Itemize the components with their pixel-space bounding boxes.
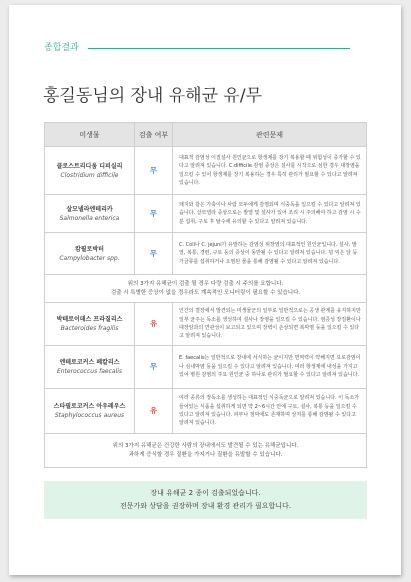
- issues-cell: [173, 195, 366, 232]
- microbe-name-ko: 박테로이데스 프라질리스: [56, 316, 123, 323]
- microbe-name-en: Clostridium difficile: [60, 171, 119, 179]
- related-issue-text: E. faecalis는 일반적으로 장내에 서식하는 균이지만 면역력이 약해지면 요로감염이나 심내막염 등을 일으킬 수 있다고 알려져 있습니다. 여러 항생제에 내성을 가지고 있어 병원 감염의 주요 원인균 중 하나로 관리가 필요할 수 있다고 알려져 있습니다.: [179, 355, 361, 379]
- microbe-name-ko: 캄필로박터: [75, 245, 104, 253]
- issues-cell: [173, 346, 366, 388]
- detection-status: 유: [149, 406, 158, 415]
- microbe-name-en: Salmonella enterica: [59, 214, 120, 222]
- detection-cell: [135, 195, 173, 232]
- issues-cell: [173, 233, 366, 274]
- detection-status: 무: [149, 248, 158, 258]
- detection-cell: [135, 303, 173, 345]
- detection-cell: [135, 147, 173, 194]
- microbe-cell: [45, 346, 135, 388]
- note-line: 위의 3가지 유해균이 검출 될 경우 다량 검출 시 주의를 요합니다.: [127, 280, 284, 287]
- header-detection: 검출 여부: [135, 123, 173, 146]
- summary-line: 장내 유해균 2 종이 검출되었습니다.: [150, 489, 261, 497]
- header-microbe: 미생물: [45, 123, 135, 146]
- microbe-cell: [45, 389, 135, 433]
- microbe-name-en: Staphylococcus aureus: [54, 412, 125, 419]
- microbe-name-ko: 엔테로코커스 페칼리스: [59, 359, 120, 366]
- note-line: 검출 시 특별한 증상이 없을 경우라도 계속적인 모니터링이 필요할 수 있습니다.: [110, 289, 301, 296]
- section-divider: [88, 48, 350, 49]
- table-row: [45, 233, 366, 275]
- related-issue-text: 여러 종류의 장독소를 생성하는 대표적인 식중독균으로 알려져 있습니다. 이 독소가 들어있는 식품을 섭취하게 되면 약 2~6시간 안에 구토, 설사, 복통 등을 일으킬 수 있다고 알려져 있습니다. 피부나 점막에도 존재하며 상처를 통해 감염될 수 있다고 알려져 있습니다.: [179, 395, 360, 427]
- table-row: [45, 303, 366, 346]
- detection-status: 무: [149, 165, 158, 175]
- related-issue-text: 돼지와 같은 가축이나 사람 모두에게 감염되며 식중독을 일으킬 수 있다고 알려져 있습니다. 살모넬라 증상으로는 발열 및 설사가 있어 조리 시 주의해야 하고 감염 시 수분 섭취, 구토 후 탈수에 유의할 수 있다고 알려져 있습니다.: [179, 201, 361, 225]
- table-note-row: [45, 434, 366, 467]
- group-note: [45, 275, 366, 302]
- table-row: [45, 346, 366, 389]
- microbe-name-ko: 살모넬라엔테리카: [66, 205, 113, 213]
- detection-cell: [135, 233, 173, 274]
- detection-cell: [135, 389, 173, 433]
- microbe-name-en: Enterococcus faecalis: [56, 368, 123, 375]
- microbe-name-ko: 스타필로코커스 아우레우스: [53, 403, 126, 410]
- group-note: [45, 434, 366, 467]
- microbe-cell: [45, 195, 135, 232]
- table-row: [45, 195, 366, 233]
- summary-line: 전문가와 상담을 권장하며 장내 환경 관리가 필요합니다.: [119, 502, 292, 510]
- microbe-name-en: Bacteroides fragilis: [60, 325, 119, 332]
- related-issue-text: 인간의 결장에서 발견되는 미생물군의 일부로 일반적으로는 공생 관계를 유지하지만 일부 균주는 독소를 생성하여 설사나 장염을 일으킬 수 있습니다. 염증성 장질환이나 대장암과의 연관성이 보고되고 있으며 장벽이 손상되면 복막염 등을 일으킬 수 있다고 알려져 있습니다.: [179, 308, 361, 340]
- results-table: [44, 122, 367, 468]
- section-label: 종합결과: [44, 43, 79, 53]
- microbe-cell: [45, 303, 135, 345]
- note-line: 위의 3가지 유해균은 건강한 사람의 장내에서도 발견될 수 있는 유해균입니다.: [112, 442, 299, 449]
- summary-box: [44, 481, 367, 519]
- detection-status: 무: [149, 362, 158, 371]
- page-title: 홍길동님의 장내 유해균 유/무: [43, 86, 263, 106]
- header-issues: 관련문제: [255, 130, 284, 139]
- related-issue-text: 대표적 감염성 이질설사 원인균으로 항생제를 장기 복용할 때 위험성이 증가할 수 있다고 알려져 있습니다. C.difficile 감염 증상은 설사를 시작으로 심한 경우 대장염을 일으킬 수 있어 항생제를 장기 복용하는 경우 특히 관리가 필요할 수 있다고 알려져 있습니다.: [179, 154, 361, 186]
- table-note-row: [45, 275, 366, 303]
- microbe-cell: [45, 233, 135, 274]
- table-row: [45, 147, 366, 195]
- note-line: 과하게 증식할 경우 질환을 가지거나 질환을 유발할 수 있습니다.: [128, 451, 283, 458]
- issues-cell: [173, 147, 366, 194]
- issues-cell: [173, 389, 366, 433]
- microbe-name-en: Campylobacter spp.: [59, 254, 120, 262]
- microbe-name-ko: 클로스트리디움 디피실리: [56, 162, 123, 170]
- microbe-cell: [45, 147, 135, 194]
- detection-cell: [135, 346, 173, 388]
- detection-status: 유: [149, 319, 158, 328]
- table-row: [45, 389, 366, 434]
- issues-cell: [173, 303, 366, 345]
- detection-status: 무: [149, 208, 158, 218]
- table-header-row: [45, 123, 366, 147]
- related-issue-text: C. Coli나 C. jejuni가 유발하는 감염성 위장염의 대표적인 원인균입니다. 설사, 발열, 복통, 경련, 구토 등의 증상이 동반될 수 있다고 알려져 있습니다. 덜 익은 닭 등 가금류를 섭취하거나 오염된 물을 통해 감염될 수 있다고 알려져 있습니다.: [179, 241, 358, 265]
